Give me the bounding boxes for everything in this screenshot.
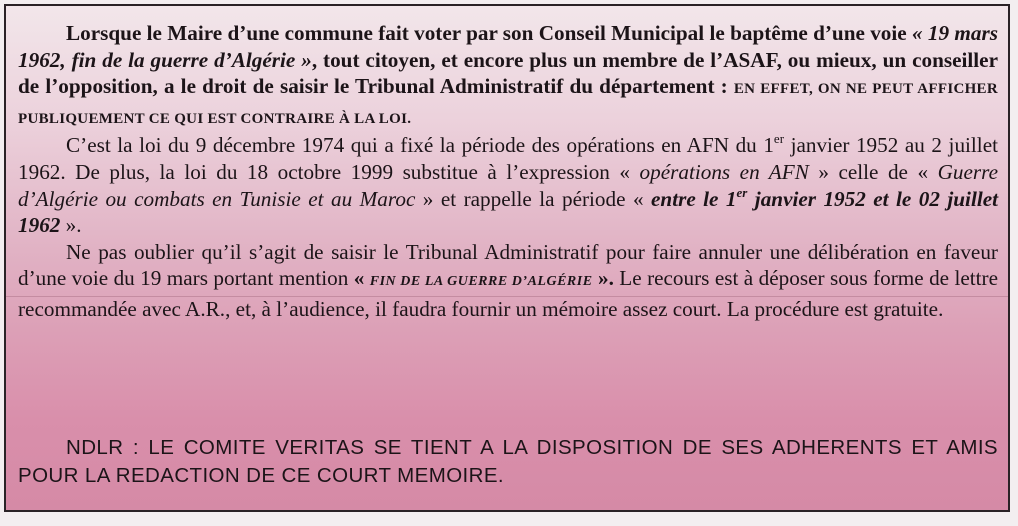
p2-italic-e: Guerre d’Algérie ou combats en Tunisie et au Maroc	[18, 159, 999, 211]
p1-text-c: , tout citoyen, et encore plus un membre de l’ASAF, ou mieux, un conseiller de l’opposition, a le droit de saisir le Tribunal Administratif du département :	[18, 47, 998, 99]
p3-text-e: Le recours est à déposer sous forme de lettre recommandée avec A.R., et, à l’audience, il faudra fournir un mémoire assez court. La procédure est gratuite.	[18, 266, 999, 321]
p2-italic-c: opérations en AFN	[639, 159, 809, 184]
newspaper-clipping	[4, 4, 1010, 512]
p2-bold-g: entre le 1	[651, 186, 737, 211]
p2-sup-1: er	[773, 131, 785, 147]
paragraph-2	[18, 132, 998, 238]
article-body	[18, 20, 998, 323]
paragraph-3	[18, 239, 998, 323]
p3-quote-close: ».	[592, 266, 614, 291]
p3-quote-open: «	[353, 266, 370, 291]
p1-smallcaps: EN EFFET, ON NE PEUT AFFICHER PUBLIQUEMENT CE QUI EST CONTRAIRE À LA LOI.	[18, 81, 998, 127]
p2-sup-2: er	[736, 184, 748, 200]
p2-text-i: ».	[60, 213, 82, 238]
p2-text-f: » et rappelle la période «	[415, 186, 651, 211]
editor-note	[18, 434, 998, 490]
p1-quoted-name: « 19 mars 1962, fin de la guerre d’Algérie »	[18, 21, 998, 72]
p2-text-d: » celle de «	[808, 159, 938, 184]
p3-text-a: Ne pas oublier qu’il s’agit de saisir le Tribunal Administratif pour faire annuler une délibération en faveur d’une voie du 19 mars portant mention	[18, 239, 998, 291]
p2-bold-h: janvier 1952 et le 02 juillet 1962	[18, 186, 999, 238]
p2-text-a: C’est la loi du 9 décembre 1974 qui a fixé la période des opérations en AFN du 1	[66, 133, 774, 158]
p1-text-a: Lorsque le Maire d’une commune fait voter par son Conseil Municipal le baptême d’une voie	[66, 21, 912, 45]
p3-smallcaps-mention: FIN DE LA GUERRE D’ALGÉRIE	[369, 274, 593, 290]
p2-text-b: janvier 1952 au 2 juillet 1962. De plus, la loi du 18 octobre 1999 substitue à l’expression «	[18, 133, 998, 184]
paragraph-1	[18, 20, 998, 132]
ndlr-text: NDLR : LE COMITE VERITAS SE TIENT A LA DISPOSITION DE SES ADHERENTS ET AMIS POUR LA REDACTION DE CE COURT MEMOIRE.	[18, 436, 998, 487]
